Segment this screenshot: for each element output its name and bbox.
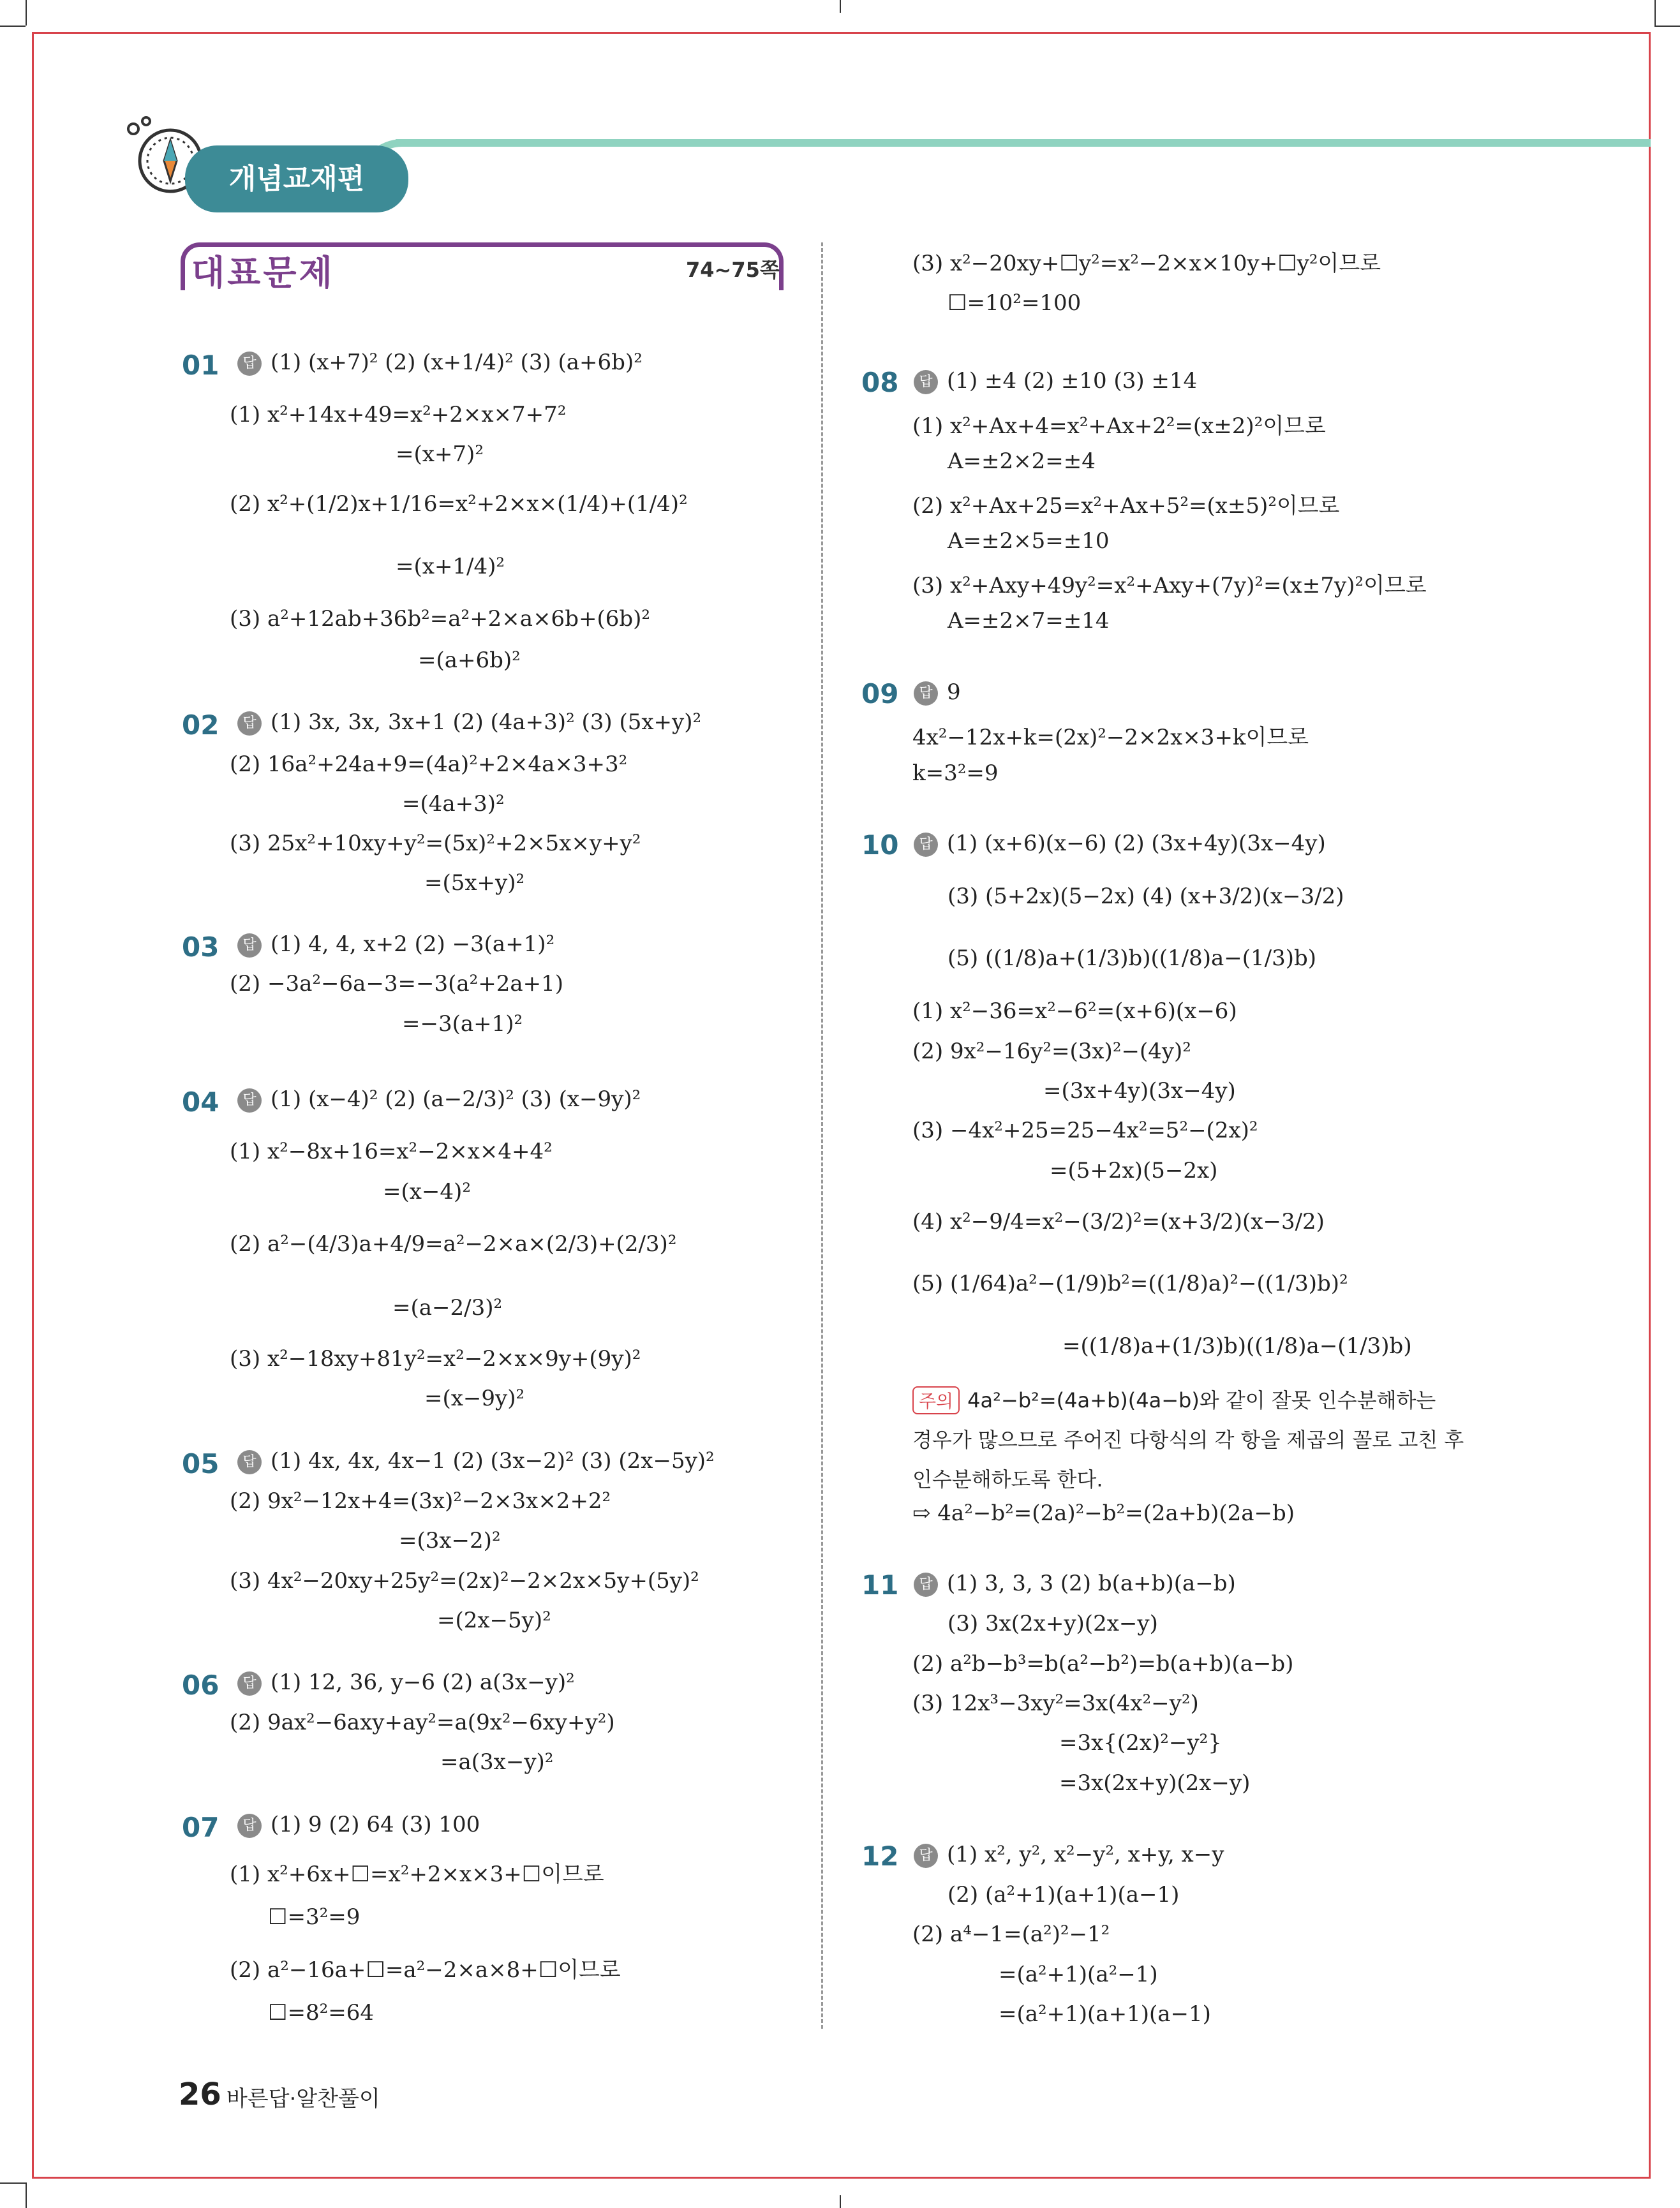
header-rule xyxy=(396,139,1651,147)
solution-line: (1) x²−8x+16=x²−2×x×4+4² xyxy=(230,1139,553,1164)
crop-mark xyxy=(0,26,26,27)
solution-line: =(2x−5y)² xyxy=(437,1608,551,1633)
answer-text: (1) (x+7)² (2) (x+1/4)² (3) (a+6b)² xyxy=(271,350,643,375)
solution-line: (3) a²+12ab+36b²=a²+2×a×6b+(6b)² xyxy=(230,606,650,632)
problem-number: 09 xyxy=(861,678,899,709)
answer-badge-icon: 답 xyxy=(914,1573,938,1597)
solution-line: =(x+1/4)² xyxy=(396,554,505,579)
note-text: 4a²−b²=(4a+b)(4a−b)와 같이 잘못 인수분해하는 xyxy=(967,1388,1436,1412)
solution-line: (1) x²+14x+49=x²+2×x×7+7² xyxy=(230,402,567,427)
crop-mark xyxy=(1654,26,1680,27)
problem-number: 03 xyxy=(182,931,219,963)
solution-line: =(5+2x)(5−2x) xyxy=(1050,1158,1218,1183)
answer-text: (1) 3, 3, 3 (2) b(a+b)(a−b) xyxy=(947,1571,1236,1596)
solution-line: (1) x²+Ax+4=x²+Ax+2²=(x±2)²이므로 xyxy=(912,413,1326,439)
solution-line: =(a+6b)² xyxy=(418,648,521,673)
solution-line: (3) −4x²+25=25−4x²=5²−(2x)² xyxy=(912,1118,1258,1143)
answer-line xyxy=(237,931,554,958)
answer-text: (1) 12, 36, y−6 (2) a(3x−y)² xyxy=(271,1670,575,1695)
answer-line xyxy=(237,350,643,376)
answer-badge-icon: 답 xyxy=(237,1671,262,1696)
solution-line: (3) 3x(2x+y)(2x−y) xyxy=(948,1611,1158,1636)
problem-number: 05 xyxy=(182,1448,219,1479)
solution-line: =(x−4)² xyxy=(383,1179,471,1204)
solution-line: ☐=3²=9 xyxy=(268,1904,361,1930)
answer-badge-icon: 답 xyxy=(237,933,262,958)
solution-line: (2) 9ax²−6axy+ay²=a(9x²−6xy+y²) xyxy=(230,1710,615,1735)
answer-line xyxy=(237,1448,715,1474)
solution-line: =(x−9y)² xyxy=(424,1386,525,1411)
problem-number: 12 xyxy=(861,1841,899,1872)
answer-text: (1) 4x, 4x, 4x−1 (2) (3x−2)² (3) (2x−5y)² xyxy=(271,1448,715,1474)
solution-line: (3) x²−20xy+☐y²=x²−2×x×10y+☐y²이므로 xyxy=(912,251,1381,276)
problem-number: 07 xyxy=(182,1812,219,1843)
solution-line: A=±2×2=±4 xyxy=(948,448,1096,474)
answer-line xyxy=(237,709,701,736)
solution-line: 4x²−12x+k=(2x)²−2×2x×3+k이므로 xyxy=(912,725,1309,750)
solution-line: =(3x−2)² xyxy=(399,1528,501,1553)
problem-number: 11 xyxy=(861,1569,899,1601)
answer-badge-icon: 답 xyxy=(914,833,938,857)
solution-line: (2) a⁴−1=(a²)²−1² xyxy=(912,1922,1110,1947)
note-text: 인수분해하도록 한다. xyxy=(912,1467,1103,1492)
answer-text: 9 xyxy=(947,679,961,705)
answer-badge-icon: 답 xyxy=(237,1814,262,1838)
crop-mark xyxy=(840,0,841,13)
caution-note xyxy=(912,1384,1436,1414)
answer-text: (1) ±4 (2) ±10 (3) ±14 xyxy=(947,368,1198,394)
answer-line xyxy=(237,1812,480,1838)
solution-line: A=±2×5=±10 xyxy=(948,528,1110,554)
solution-line: (1) x²+6x+☐=x²+2×x×3+☐이므로 xyxy=(230,1862,604,1887)
problem-number: 04 xyxy=(182,1086,219,1118)
solution-line: =(a²+1)(a+1)(a−1) xyxy=(999,2001,1211,2027)
solution-line: (3) 12x³−3xy²=3x(4x²−y²) xyxy=(912,1691,1199,1716)
answer-line xyxy=(237,1670,575,1696)
answer-text: (1) (x−4)² (2) (a−2/3)² (3) (x−9y)² xyxy=(271,1086,641,1112)
answer-line xyxy=(914,1571,1236,1597)
answer-line xyxy=(237,1086,641,1113)
solution-line: (2) a²−(4/3)a+4/9=a²−2×a×(2/3)+(2/3)² xyxy=(230,1231,677,1257)
section-pages: 74~75쪽 xyxy=(686,258,780,282)
problem-number: 06 xyxy=(182,1670,219,1701)
answer-badge-icon: 답 xyxy=(914,370,938,394)
solution-line: =(a²+1)(a²−1) xyxy=(999,1962,1158,1987)
solution-line: (3) 25x²+10xy+y²=(5x)²+2×5x×y+y² xyxy=(230,831,641,856)
answer-text: (1) 3x, 3x, 3x+1 (2) (4a+3)² (3) (5x+y)² xyxy=(271,709,702,735)
solution-line: =(4a+3)² xyxy=(402,791,505,817)
solution-line: ☐=10²=100 xyxy=(948,290,1082,316)
answer-line xyxy=(914,368,1197,394)
solution-line: (2) x²+(1/2)x+1/16=x²+2×x×(1/4)+(1/4)² xyxy=(230,491,688,517)
solution-line: (5) ((1/8)a+(1/3)b)((1/8)a−(1/3)b) xyxy=(948,945,1317,971)
solution-line: k=3²=9 xyxy=(912,760,999,786)
answer-badge-icon: 답 xyxy=(914,681,938,706)
answer-line xyxy=(914,1842,1224,1868)
crop-mark xyxy=(26,2182,27,2208)
page-number: 26 xyxy=(179,2077,221,2112)
crop-mark xyxy=(840,2195,841,2208)
solution-line: (4) x²−9/4=x²−(3/2)²=(x+3/2)(x−3/2) xyxy=(912,1209,1325,1234)
answer-badge-icon: 답 xyxy=(237,1450,262,1474)
answer-text: (1) 9 (2) 64 (3) 100 xyxy=(271,1812,480,1837)
problem-number: 08 xyxy=(861,367,899,398)
crop-mark xyxy=(1654,0,1656,26)
solution-line: (3) 4x²−20xy+25y²=(2x)²−2×2x×5y+(5y)² xyxy=(230,1568,699,1594)
solution-line: (1) x²−36=x²−6²=(x+6)(x−6) xyxy=(912,998,1237,1024)
crop-mark xyxy=(26,0,27,26)
solution-line: ☐=8²=64 xyxy=(268,2000,374,2026)
problem-number: 01 xyxy=(182,350,219,381)
solution-line: (2) a²b−b³=b(a²−b²)=b(a+b)(a−b) xyxy=(912,1651,1294,1677)
solution-line: (3) x²+Axy+49y²=x²+Axy+(7y)²=(x±7y)²이므로 xyxy=(912,573,1427,598)
answer-badge-icon: 답 xyxy=(237,1088,262,1113)
solution-line: (3) (5+2x)(5−2x) (4) (x+3/2)(x−3/2) xyxy=(948,884,1344,909)
solution-line: (2) a²−16a+☐=a²−2×a×8+☐이므로 xyxy=(230,1957,621,1983)
book-title: 바른답·알찬풀이 xyxy=(227,2086,380,2112)
answer-line xyxy=(914,679,961,706)
section-title: 대표문제 xyxy=(191,253,335,293)
answer-text: (1) (x+6)(x−6) (2) (3x+4y)(3x−4y) xyxy=(947,831,1326,856)
solution-line: =a(3x−y)² xyxy=(440,1749,554,1775)
solution-line: (2) 9x²−12x+4=(3x)²−2×3x×2+2² xyxy=(230,1488,611,1514)
problem-number: 10 xyxy=(861,829,899,861)
solution-line: (2) x²+Ax+25=x²+Ax+5²=(x±5)²이므로 xyxy=(912,493,1340,519)
column-divider xyxy=(821,242,823,2029)
solution-line: =3x{(2x)²−y²} xyxy=(1059,1730,1222,1756)
answer-badge-icon: 답 xyxy=(237,352,262,376)
solution-line: (2) (a²+1)(a+1)(a−1) xyxy=(948,1882,1180,1908)
answer-text: (1) x², y², x²−y², x+y, x−y xyxy=(947,1842,1224,1867)
solution-line: =((1/8)a+(1/3)b)((1/8)a−(1/3)b) xyxy=(1062,1333,1412,1359)
answer-badge-icon: 답 xyxy=(914,1844,938,1868)
solution-line: =(x+7)² xyxy=(396,441,484,467)
crop-mark xyxy=(0,2182,26,2184)
solution-line: (3) x²−18xy+81y²=x²−2×x×9y+(9y)² xyxy=(230,1346,641,1372)
solution-line: =(3x+4y)(3x−4y) xyxy=(1043,1078,1236,1104)
answer-text: (1) 4, 4, x+2 (2) −3(a+1)² xyxy=(271,931,555,957)
solution-line: =(5x+y)² xyxy=(424,870,525,896)
solution-line: (2) −3a²−6a−3=−3(a²+2a+1) xyxy=(230,971,564,997)
caution-tag: 주의 xyxy=(912,1386,960,1414)
solution-line: (2) 16a²+24a+9=(4a)²+2×4a×3+3² xyxy=(230,752,628,777)
solution-line: (2) 9x²−16y²=(3x)²−(4y)² xyxy=(912,1039,1191,1064)
answer-line xyxy=(914,831,1326,857)
solution-line: =−3(a+1)² xyxy=(402,1011,523,1037)
answer-badge-icon: 답 xyxy=(237,711,262,736)
problem-number: 02 xyxy=(182,709,219,741)
header-tab: 개념교재편 xyxy=(185,145,408,212)
solution-line: A=±2×7=±14 xyxy=(948,608,1110,634)
note-text: ⇨ 4a²−b²=(2a)²−b²=(2a+b)(2a−b) xyxy=(912,1500,1295,1526)
note-text: 경우가 많으므로 주어진 다항식의 각 항을 제곱의 꼴로 고친 후 xyxy=(912,1428,1464,1452)
solution-line: (5) (1/64)a²−(1/9)b²=((1/8)a)²−((1/3)b)² xyxy=(912,1271,1348,1296)
solution-line: =(a−2/3)² xyxy=(392,1295,503,1321)
solution-line: =3x(2x+y)(2x−y) xyxy=(1059,1770,1251,1796)
